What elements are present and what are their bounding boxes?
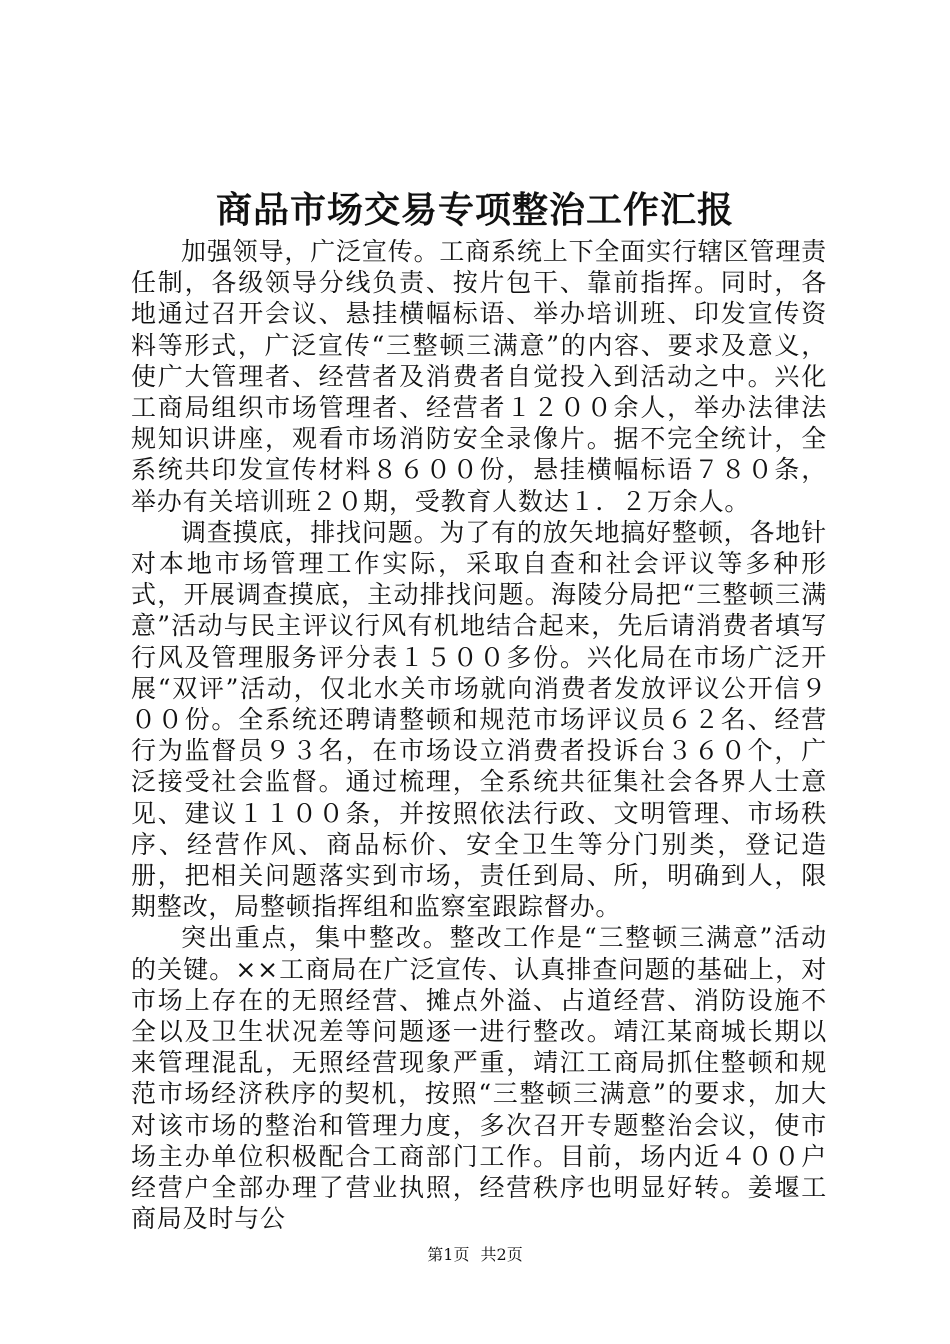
page-number-current: 第1页	[427, 1245, 470, 1264]
paragraph-publicity: 加强领导，广泛宣传。工商系统上下全面实行辖区管理责任制，各级领导分线负责、按片包干、靠前指挥。同时，各地通过召开会议、悬挂横幅标语、举办培训班、印发宣传资料等形式，广泛宣传“三整顿三满意”的内容、要求及意义，使广大管理者、经营者及消费者自觉投入到活动之中。兴化工商局组织市场管理者、经营者１２００余人，举办法律法规知识讲座，观看市场消防安全录像片。据不完全统计，全系统共印发宣传材料８６００份，悬挂横幅标语７８０条，举办有关培训班２０期，受教育人数达１．２万余人。	[131, 237, 827, 516]
document-title: 商品市场交易专项整治工作汇报	[215, 189, 734, 231]
page-number-total: 共2页	[480, 1245, 523, 1264]
paragraph-investigation: 调查摸底，排找问题。为了有的放矢地搞好整顿，各地针对本地市场管理工作实际，采取自查和社会评议等多种形式，开展调查摸底，主动排找问题。海陵分局把“三整顿三满意”活动与民主评议行风有机地结合起来，先后请消费者填写行风及管理服务评分表１５００多份。兴化局在市场广泛开展“双评”活动，仅北水关市场就向消费者发放评议公开信９００份。全系统还聘请整顿和规范市场评议员６２名、经营行为监督员９３名，在市场设立消费者投诉台３６０个，广泛接受社会监督。通过梳理，全系统共征集社会各界人士意见、建议１１００条，并按照依法行政、文明管理、市场秩序、经营作风、商品标价、安全卫生等分门别类，登记造册，把相关问题落实到市场，责任到局、所，明确到人，限期整改，局整顿指挥组和监察室跟踪督办。	[131, 517, 827, 922]
paragraph-rectification: 突出重点，集中整改。整改工作是“三整顿三满意”活动的关键。××工商局在广泛宣传、认真排查问题的基础上，对市场上存在的无照经营、摊点外溢、占道经营、消防设施不全以及卫生状况差等问题逐一进行整改。靖江某商城长期以来管理混乱，无照经营现象严重，靖江工商局抓住整顿和规范市场经济秩序的契机，按照“三整顿三满意”的要求，加大对该市场的整治和管理力度，多次召开专题整治会议，使市场主办单位积极配合工商部门工作。目前，场内近４００户经营户全部办理了营业执照，经营秩序也明显好转。姜堰工商局及时与公	[131, 923, 827, 1234]
page-footer	[0, 1245, 950, 1265]
document-body	[131, 236, 827, 1235]
